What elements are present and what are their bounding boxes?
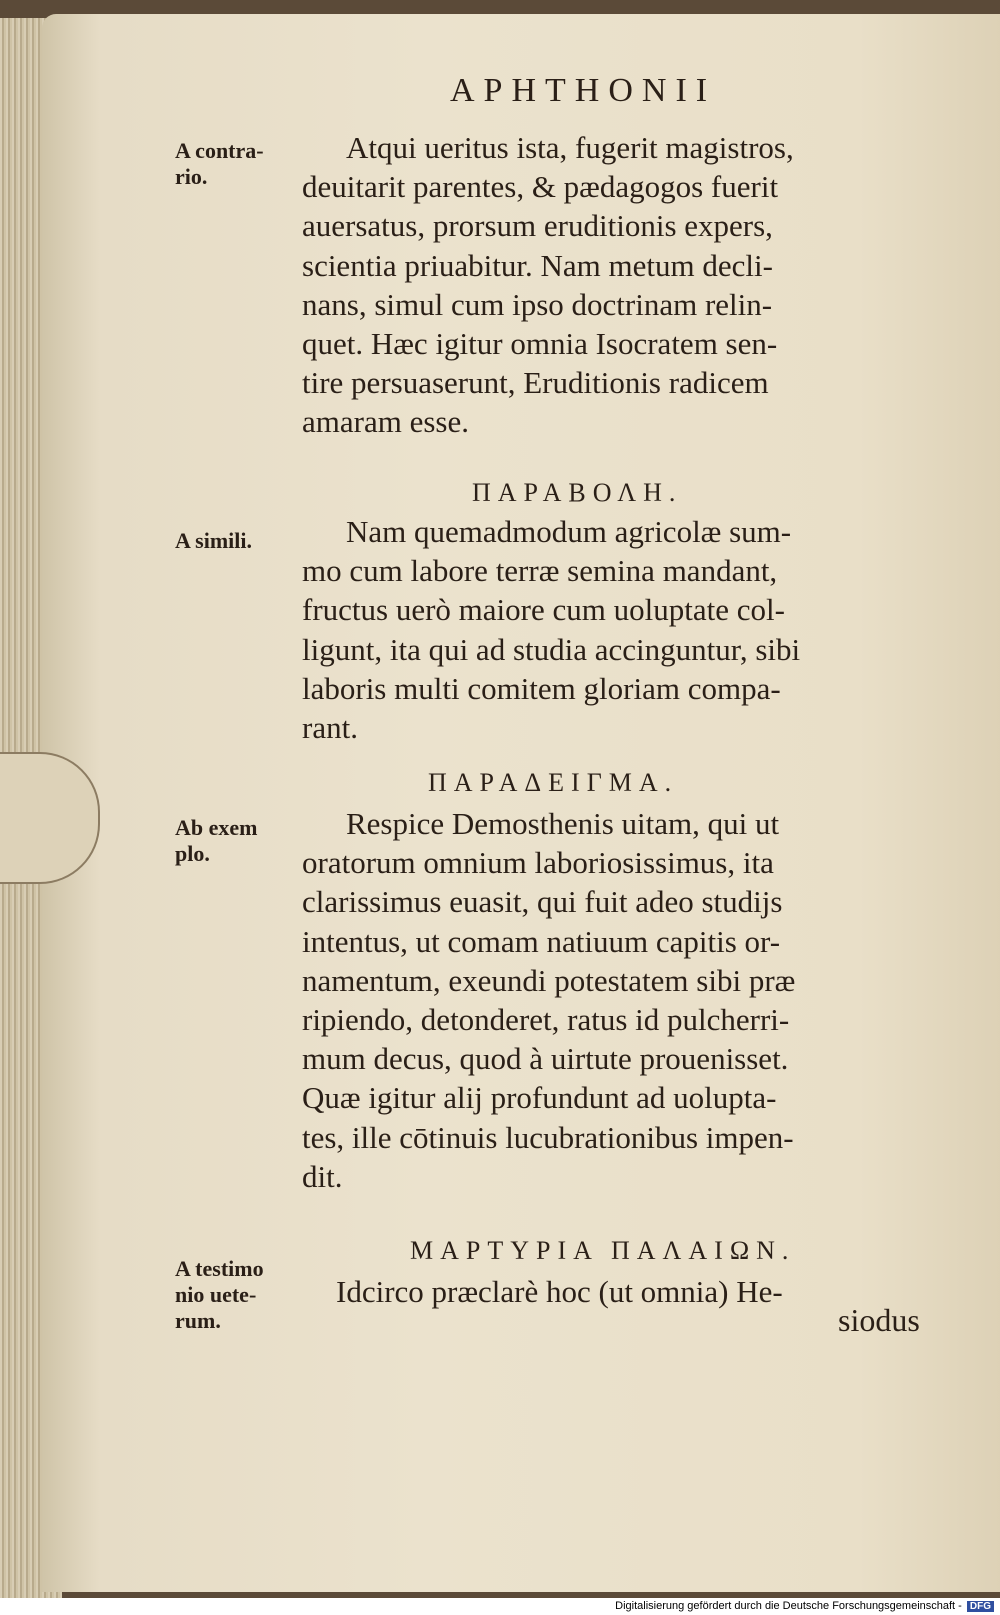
text-line: fructus uerò maiore cum uoluptate col- — [302, 592, 785, 628]
footer-text: Digitalisierung gefördert durch die Deutsche Forschungsgemeinschaft - — [615, 1600, 962, 1612]
text-line: intentus, ut comam natiuum capitis or- — [302, 923, 781, 959]
text-line: namentum, exeundi potestatem sibi præ — [302, 962, 796, 998]
heading-martyria: ΜΑΡΤΥΡΙΑ ΠΑΛΑΙΩΝ. — [410, 1236, 796, 1265]
running-head: APHTHONII — [450, 72, 717, 109]
catchword: siodus — [838, 1302, 920, 1338]
margin-note-simili: A simili. — [175, 528, 253, 553]
text-line: ligunt, ita qui ad studia accinguntur, sibi — [302, 631, 801, 667]
margin-note-testimonio: A testimo nio uete- rum. — [175, 1256, 264, 1333]
text-line: mum decus, quod à uirtute prouenisset. — [302, 1041, 789, 1077]
heading-paradeigma: ΠΑΡΑΔΕΙΓΜΑ. — [428, 768, 679, 797]
margin-note-exemplo: Ab exem plo. — [175, 815, 258, 866]
text-line: laboris multi comitem gloriam compa- — [302, 670, 781, 706]
text-line: ripiendo, detonderet, ratus id pulcherri- — [302, 1002, 790, 1038]
text-line: quet. Hæc igitur omnia Isocratem sen- — [302, 326, 778, 362]
text-line: deuitarit parentes, & pædagogos fuerit — [302, 169, 779, 205]
paragraph-contrario — [302, 128, 794, 442]
dfg-logo-icon: DFG — [967, 1601, 994, 1612]
text-line: tes, ille cōtinuis lucubrationibus impen- — [302, 1119, 794, 1155]
text-line: tire persuaserunt, Eruditionis radicem — [302, 365, 769, 401]
text-line: nans, simul cum ipso doctrinam relin- — [302, 286, 773, 322]
text-line: scientia priuabitur. Nam metum decli- — [302, 247, 773, 283]
footer-credit — [615, 1600, 994, 1612]
paragraph-exemplo — [302, 804, 795, 1196]
text-line: Idcirco præclarè hoc (ut omnia) He- — [336, 1274, 783, 1309]
paragraph-testimonio — [336, 1272, 783, 1311]
text-line: auersatus, prorsum eruditionis expers, — [302, 208, 773, 244]
text-line: Nam quemadmodum agricolæ sum- — [346, 514, 792, 549]
text-line: dit. — [302, 1158, 343, 1194]
text-line: amaram esse. — [302, 404, 469, 440]
margin-note-contrario: A contra- rio. — [175, 138, 264, 189]
heading-parabole: ΠΑΡΑΒΟΛΗ. — [472, 478, 683, 507]
text-line: Respice Demosthenis uitam, qui ut — [346, 806, 780, 841]
text-line: Atqui ueritus ista, fugerit magistros, — [346, 130, 794, 165]
text-line: oratorum omnium laboriosissimus, ita — [302, 845, 774, 881]
text-line: clarissimus euasit, qui fuit adeo studijs — [302, 884, 783, 920]
paragraph-simili — [302, 512, 800, 747]
text-line: Quæ igitur alij profundunt ad uolupta- — [302, 1080, 777, 1116]
text-line: mo cum labore terræ semina mandant, — [302, 553, 778, 589]
text-line: rant. — [302, 710, 358, 746]
